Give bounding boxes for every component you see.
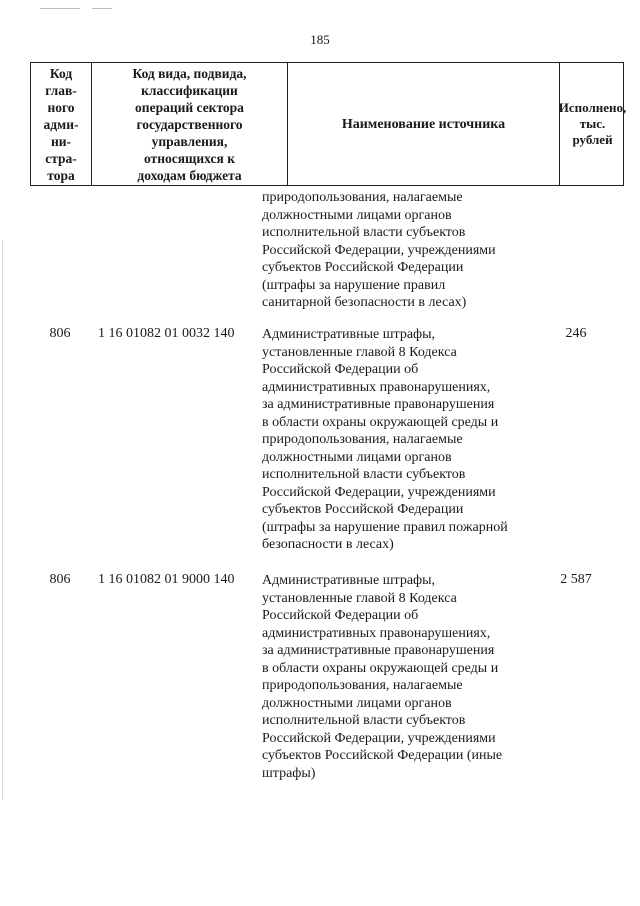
row-executed-amount: 2 587: [560, 572, 592, 587]
scan-artifact-top-left-2: [92, 8, 112, 9]
header-classification-code: Код вида, подвида, классификации операций сектора государственного управления, относящихся к доходам бюджета: [91, 63, 287, 185]
header-admin-code: Код глав- ного адми- ни- стра- тора: [43, 65, 79, 183]
header-source-name: Наименование источника: [287, 63, 559, 185]
row-admin-code: 806: [49, 572, 71, 587]
page-number: 185: [310, 32, 330, 47]
header-executed-amount: Исполнено, тыс. рублей: [559, 63, 625, 185]
row-admin-code: 806: [49, 326, 71, 341]
row-classification-code: 1 16 01082 01 9000 140: [98, 572, 235, 587]
row-classification-code: 1 16 01082 01 0032 140: [98, 326, 235, 341]
table-header: [30, 62, 627, 186]
row-source-name: Административные штрафы, установленные главой 8 Кодекса Российской Федерации об административных правонарушениях, за административные правонарушения в области охраны окружающей среды и природопользования, налагаемые должностными лицами органов исполнительной власти субъектов Российской Федерации, учреждениями субъектов Российской Федерации (иные штрафы): [262, 573, 503, 781]
scan-artifact-top-left: [40, 8, 80, 9]
row-executed-amount: 246: [565, 326, 587, 341]
continued-source-name: природопользования, налагаемые должностными лицами органов исполнительной власти субъектов Российской Федерации, учреждениями субъектов Российской Федерации (штрафы за нарушение правил санитарной безопасности в лесах): [262, 190, 496, 310]
row-source-name: Административные штрафы, установленные главой 8 Кодекса Российской Федерации об административных правонарушениях, за административные правонарушения в области охраны окружающей среды и природопользования, налагаемые должностными лицами органов исполнительной власти субъектов Российской Федерации, учреждениями субъектов Российской Федерации (штрафы за нарушение правил пожарной безопасности в лесах): [262, 327, 508, 552]
scan-artifact-left-edge: [2, 240, 3, 800]
